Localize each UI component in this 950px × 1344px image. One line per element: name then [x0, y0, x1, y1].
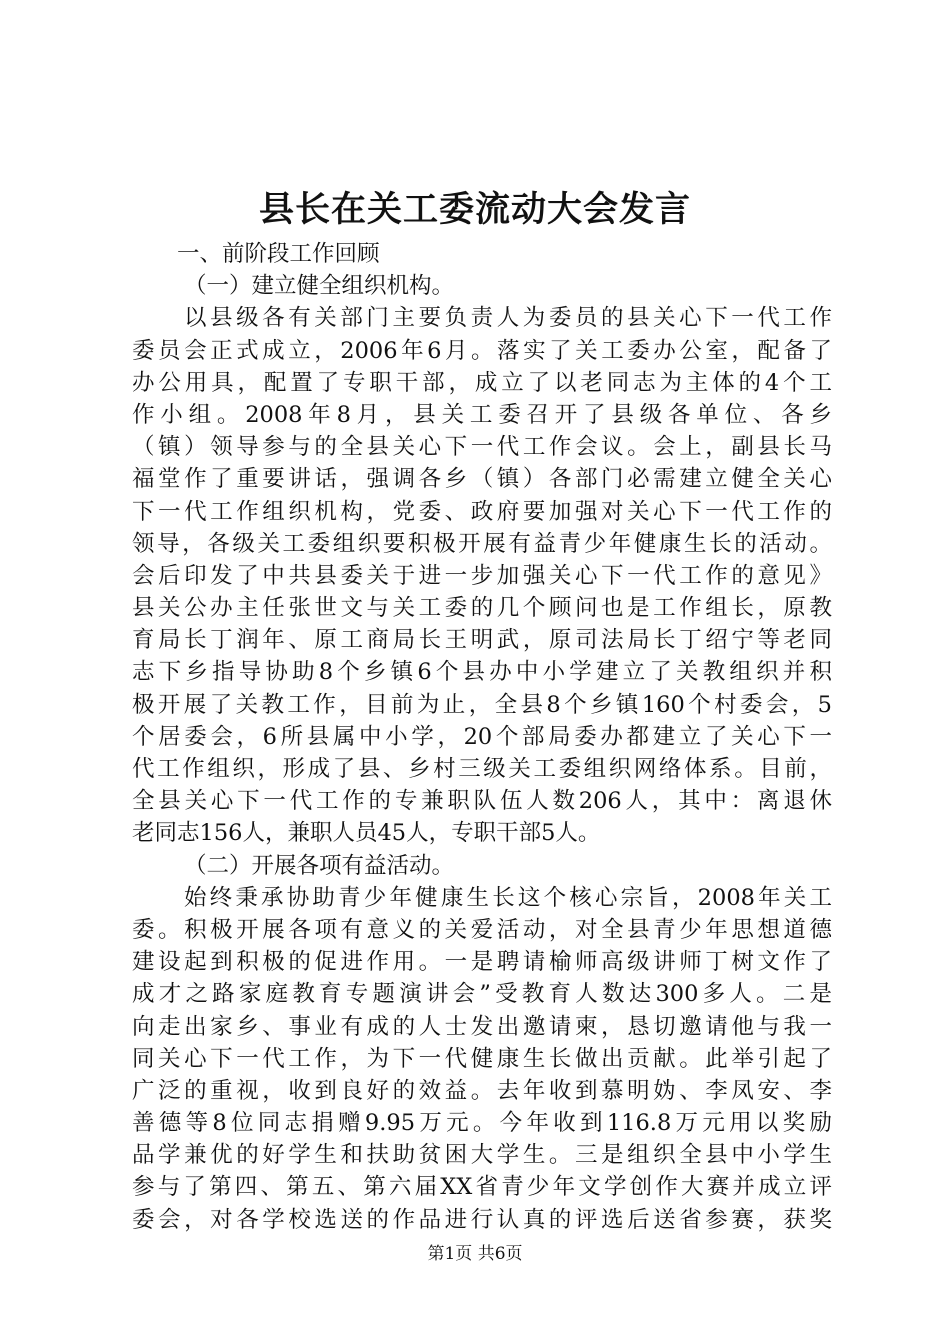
paragraph-line: 全县关心下一代工作的专兼职队伍人数206人，其中：离退休 [132, 788, 832, 815]
paragraph-line: 善德等8位同志捐赠9.95万元。今年收到116.8万元用以奖励 [132, 1110, 832, 1137]
paragraph-line: 会后印发了中共县委关于进一步加强关心下一代工作的意见》 [132, 562, 832, 589]
paragraph-line: 县关公办主任张世文与关工委的几个顾问也是工作组长，原教 [132, 595, 832, 622]
paragraph-line: 委。积极开展各项有意义的关爱活动，对全县青少年思想道德 [132, 916, 832, 943]
paragraph-line: 下一代工作组织机构，党委、政府要加强对关心下一代工作的 [132, 498, 832, 525]
paragraph-line: 老同志156人，兼职人员45人，专职干部5人。 [132, 820, 601, 847]
document-title: 县长在关工委流动大会发言 [258, 189, 691, 230]
paragraph-line: 始终秉承协助青少年健康生长这个核心宗旨，2008年关工 [184, 884, 832, 911]
subsection-heading: （一）建立健全组织机构。 [184, 273, 455, 300]
paragraph-line: 参与了第四、第五、第六届XX省青少年文学创作大赛并成立评 [132, 1174, 832, 1201]
paragraph-line: 领导，各级关工委组织要积极开展有益青少年健康生长的活动。 [132, 530, 832, 557]
paragraph-line: 委会，对各学校选送的作品进行认真的评选后送省参赛，获奖 [132, 1206, 832, 1233]
paragraph-line: 同关心下一代工作，为下一代健康生长做出贡献。此举引起了 [132, 1045, 832, 1072]
section-heading: 一、前阶段工作回顾 [177, 241, 380, 267]
paragraph-line: 建设起到积极的促进作用。一是聘请榆师高级讲师丁树文作了 [132, 949, 832, 976]
page-footer: 第1页 共6页 [427, 1244, 523, 1264]
paragraph-line: 作小组。2008年8月，县关工委召开了县级各单位、各乡 [132, 401, 832, 428]
paragraph-line: 广泛的重视，收到良好的效益。去年收到慕明妫、李凤安、李 [132, 1077, 832, 1104]
paragraph-line: 育局长丁润年、原工商局长王明武，原司法局长丁绍宁等老同 [132, 627, 832, 654]
paragraph-line: 志下乡指导协助8个乡镇6个县办中小学建立了关教组织并积 [132, 659, 832, 686]
paragraph-line: 福堂作了重要讲话，强调各乡（镇）各部门必需建立健全关心 [132, 466, 832, 493]
paragraph-line: 成才之路家庭教育专题演讲会”受教育人数达300多人。二是 [132, 981, 832, 1008]
paragraph-line: 委员会正式成立，2006年6月。落实了关工委办公室，配备了 [132, 337, 832, 364]
document-body [132, 238, 832, 1236]
subsection-heading: （二）开展各项有益活动。 [184, 852, 455, 879]
paragraph-line: 以县级各有关部门主要负责人为委员的县关心下一代工作 [184, 305, 832, 332]
paragraph-line: 办公用具，配置了专职干部，成立了以老同志为主体的4个工 [132, 369, 832, 396]
paragraph-line: 代工作组织，形成了县、乡村三级关工委组织网络体系。目前， [132, 756, 832, 782]
paragraph-line: 极开展了关教工作，目前为止，全县8个乡镇160个村委会，5 [132, 691, 832, 718]
paragraph-line: 个居委会，6所县属中小学，20个部局委办都建立了关心下一 [132, 723, 832, 750]
paragraph-line: 品学兼优的好学生和扶助贫困大学生。三是组织全县中小学生 [132, 1142, 832, 1169]
paragraph-line: （镇）领导参与的全县关心下一代工作会议。会上，副县长马 [132, 434, 832, 461]
paragraph-line: 向走出家乡、事业有成的人士发出邀请柬，恳切邀请他与我一 [132, 1013, 832, 1040]
